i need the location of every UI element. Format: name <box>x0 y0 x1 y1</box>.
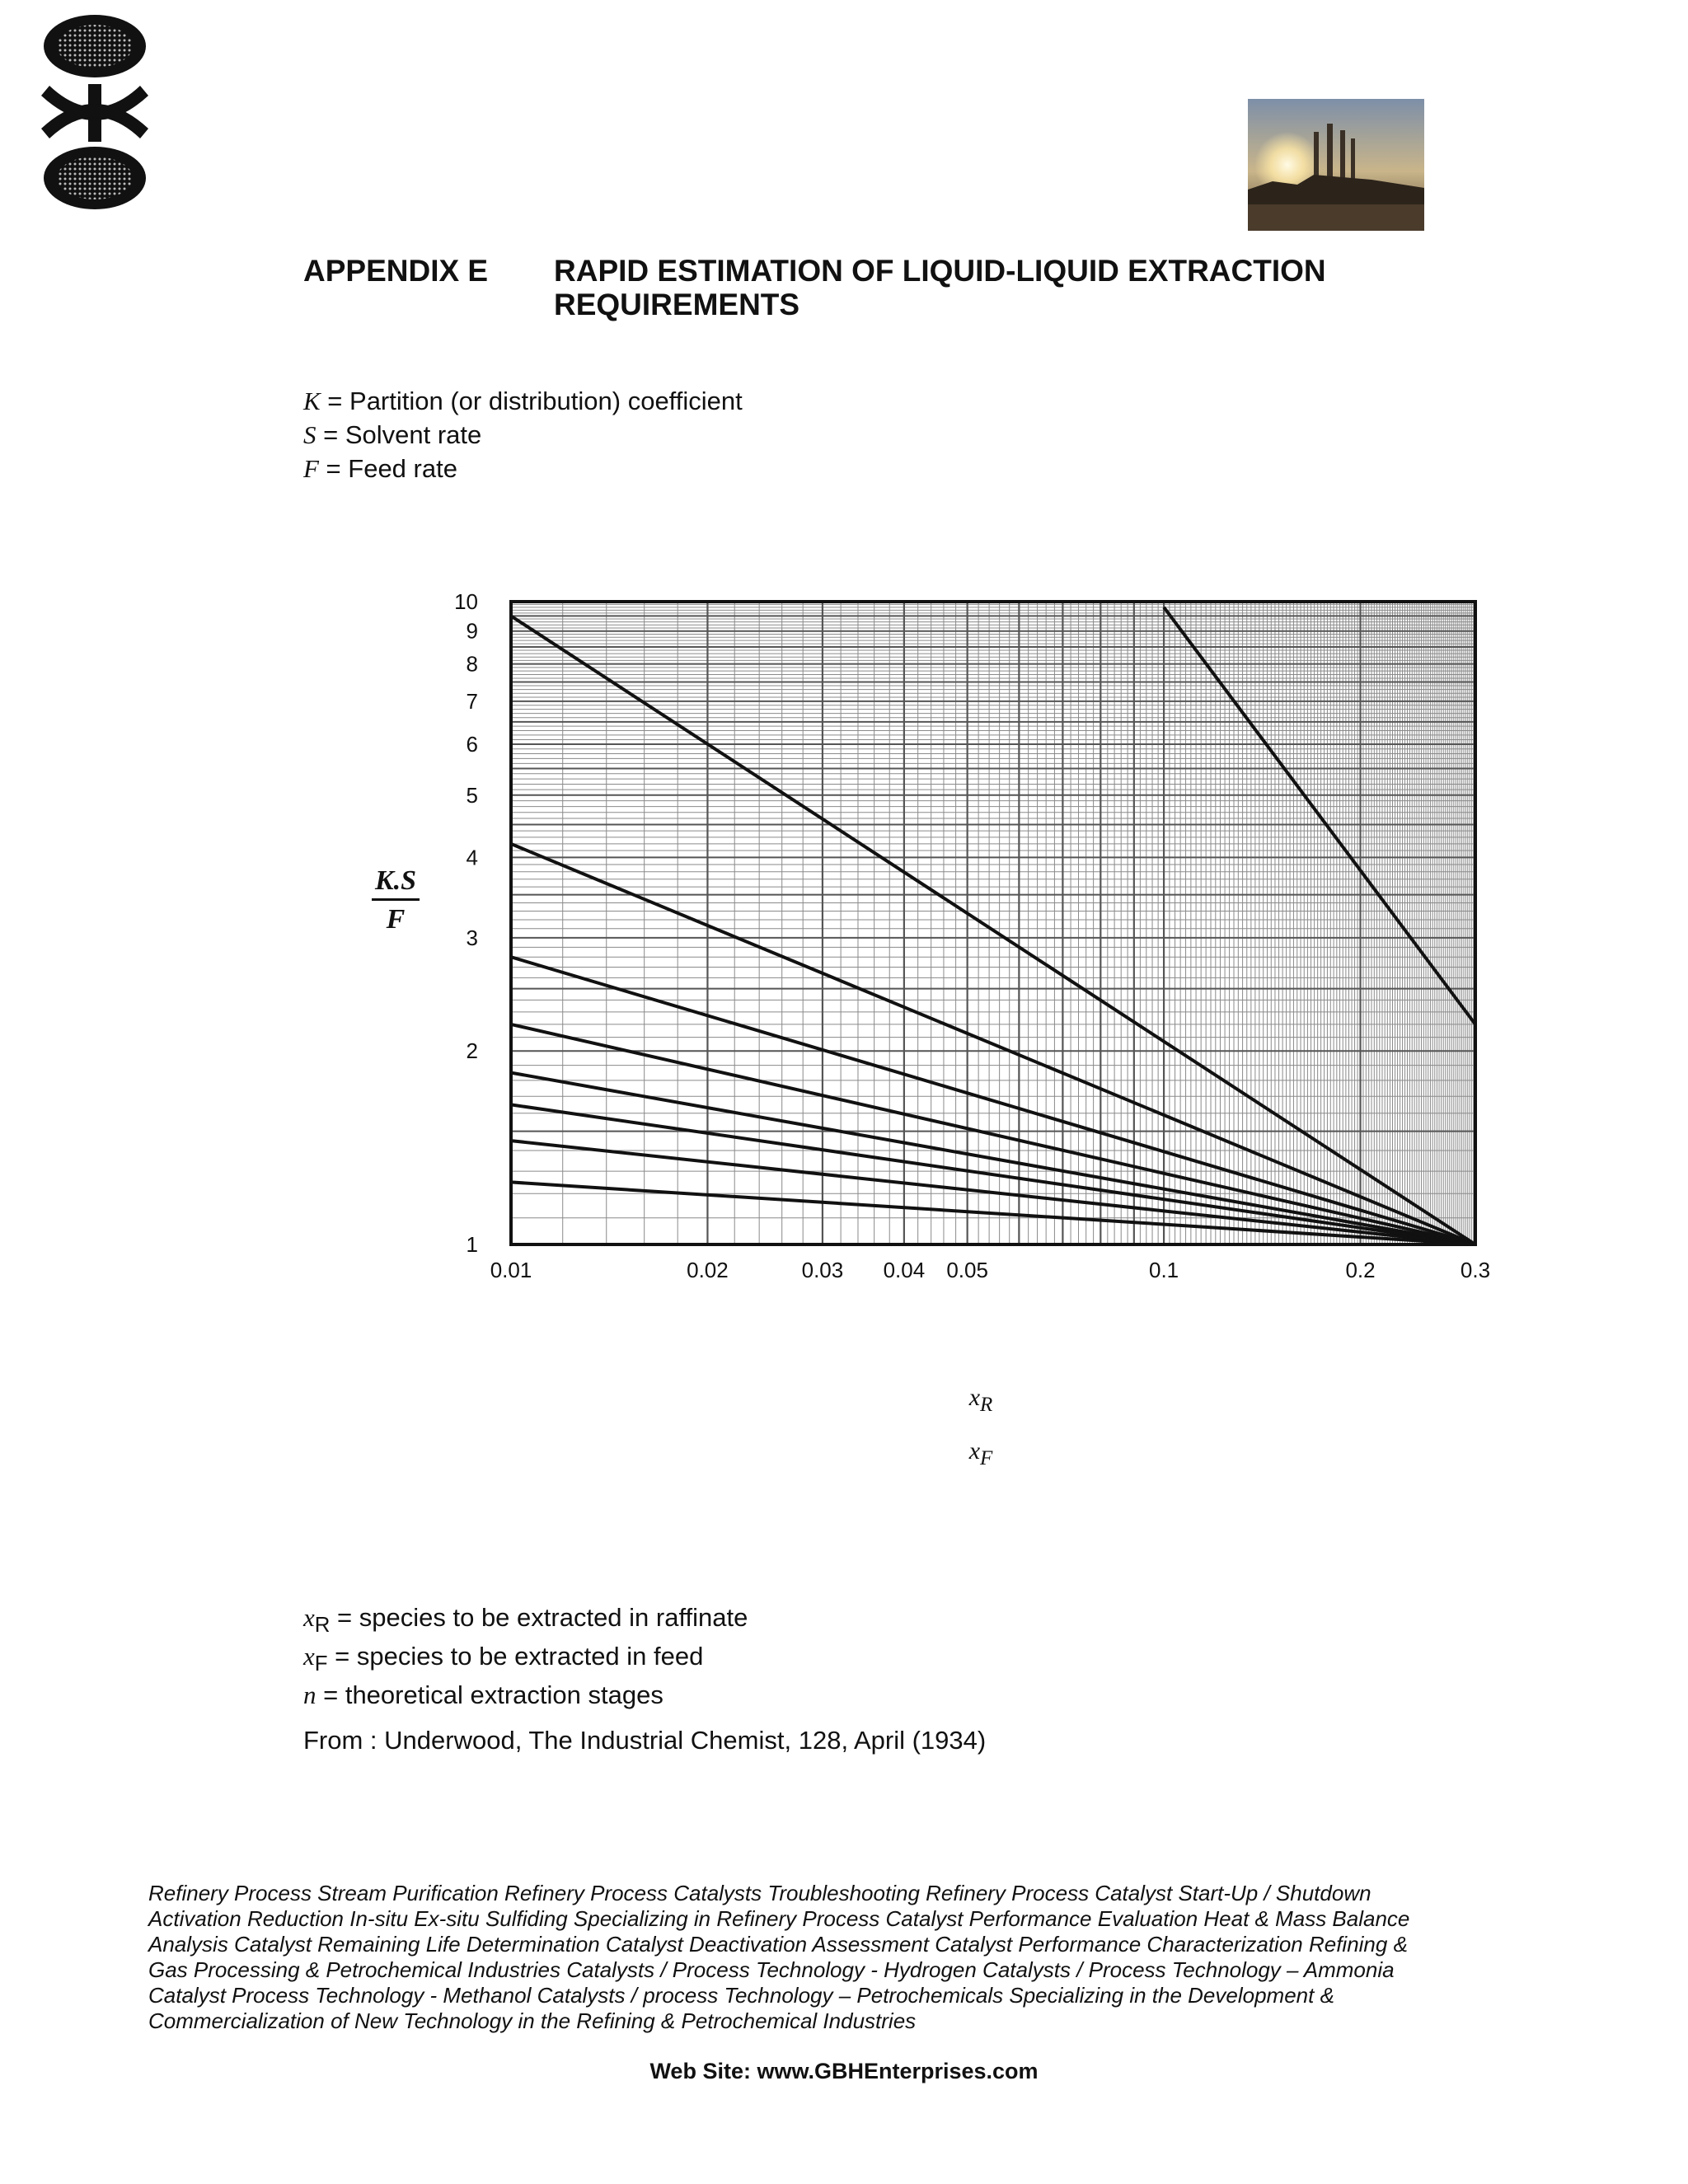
x-subscript: R <box>980 1394 993 1416</box>
symbol: K <box>303 387 321 415</box>
subscript: R <box>314 1614 331 1638</box>
website-link[interactable]: Web Site: www.GBHEnterprises.com <box>649 2059 1039 2083</box>
definition-text: = Feed rate <box>318 454 457 483</box>
symbol: x <box>303 1603 315 1632</box>
y-axis-label-denominator: F <box>386 904 406 935</box>
footer-blurb: Refinery Process Stream Purification Refinery Process Catalysts Troubleshooting Refinery Process Catalyst Start-Up / Shutdown Activation Reduction In-situ Ex-situ Sulfiding Specializing in Refinery Process Catalyst Performance Evaluation Heat & Mass Balance Analysis Catalyst Remaining Life Determination Catalyst Deactivation Assessment Catalyst Performance Characterization Refining & Gas Processing & Petrochemical Industries Catalysts / Process Technology - Hydrogen Catalysts / Process Technology – Ammonia Catalyst Process Technology - Methanol Catalysts / process Technology – Petrochemicals Specializing in the Development & Commercialization of New Technology in the Refining & Petrochemical Industries <box>148 1881 1410 2033</box>
x-subscript: F <box>980 1447 993 1469</box>
definition-text: = Solvent rate <box>316 420 482 449</box>
symbol: n <box>303 1680 316 1710</box>
x-tick-label: 0.04 <box>883 1258 926 1282</box>
x-tick-label: 0.03 <box>801 1258 844 1282</box>
chart-svg <box>313 569 1508 1310</box>
definitions <box>303 384 743 485</box>
x-axis-label-numerator <box>956 1375 1006 1428</box>
y-tick-label: 3 <box>466 925 478 950</box>
y-tick-label: 4 <box>466 845 478 870</box>
note-xf <box>303 1641 748 1680</box>
note-text: = species to be extracted in feed <box>327 1642 704 1671</box>
y-tick-label: 2 <box>466 1038 478 1064</box>
y-tick-label: 1 <box>466 1232 478 1257</box>
appendix-label: APPENDIX E <box>303 254 489 288</box>
y-tick-label: 8 <box>466 651 478 677</box>
definition-s <box>303 418 743 452</box>
gbh-logo-icon <box>33 13 157 211</box>
definition-k <box>303 384 743 418</box>
x-axis-label <box>956 1375 1006 1482</box>
note-text: = species to be extracted in raffinate <box>330 1603 748 1632</box>
x-axis-label-denominator <box>956 1428 1006 1482</box>
subscript: F <box>314 1652 328 1676</box>
y-tick-label: 10 <box>454 589 478 614</box>
note-text: = theoretical extraction stages <box>316 1680 663 1710</box>
x-symbol: x <box>968 1437 981 1465</box>
appendix-title: RAPID ESTIMATION OF LIQUID-LIQUID EXTRACTION REQUIREMENTS <box>554 254 1326 321</box>
x-tick-label: 0.02 <box>687 1258 729 1282</box>
y-tick-label: 5 <box>466 782 478 808</box>
symbol: F <box>303 454 319 483</box>
symbol: x <box>303 1642 315 1671</box>
chart <box>313 569 1508 1310</box>
source-citation: From : Underwood, The Industrial Chemist, 128, April (1934) <box>303 1726 987 1755</box>
refinery-photo <box>1248 99 1424 231</box>
note-xr <box>303 1602 748 1641</box>
notation-notes <box>303 1602 748 1711</box>
note-n <box>303 1680 748 1711</box>
definition-text: = Partition (or distribution) coefficient <box>320 387 743 415</box>
symbol: S <box>303 420 316 449</box>
x-tick-label: 0.2 <box>1345 1258 1376 1282</box>
x-tick-label: 0.1 <box>1149 1258 1179 1282</box>
x-tick-label: 0.01 <box>490 1258 532 1282</box>
x-tick-label: 0.05 <box>946 1258 988 1282</box>
x-tick-label: 0.3 <box>1460 1258 1491 1282</box>
x-symbol: x <box>968 1384 981 1411</box>
y-axis-label-numerator: K.S <box>372 865 420 901</box>
y-tick-label: 7 <box>466 688 478 714</box>
y-tick-label: 6 <box>466 732 478 757</box>
definition-f <box>303 452 743 485</box>
y-tick-label: 9 <box>466 618 478 644</box>
